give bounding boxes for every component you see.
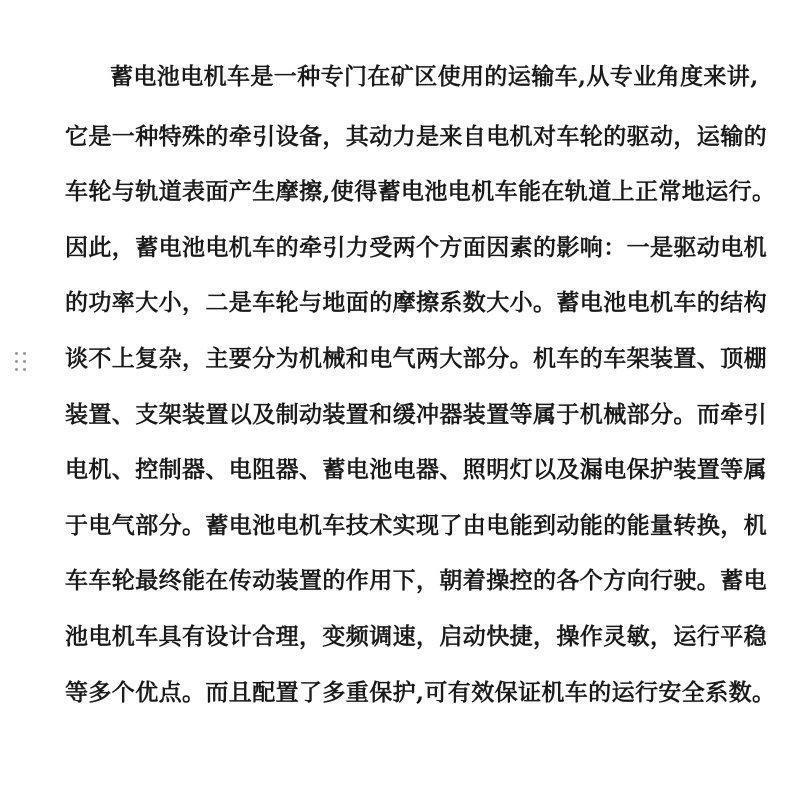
paragraph-line: 等多个优点。而且配置了多重保护,可有效保证机车的运行安全系数。 xyxy=(65,679,776,706)
paragraph-line: 蓄电池电机车是一种专门在矿区使用的运输车,从专业角度来讲, xyxy=(110,63,759,90)
paragraph-line: 车轮与轨道表面产生摩擦,使得蓄电池电机车能在轨道上正常地运行。 xyxy=(65,178,776,205)
paragraph-line: 车车轮最终能在传动装置的作用下，朝着操控的各个方向行驶。蓄电 xyxy=(65,567,767,594)
paragraph-line: 于电气部分。蓄电池电机车技术实现了由电能到动能的能量转换，机 xyxy=(65,512,767,539)
paragraph-line: 池电机车具有设计合理，变频调速，启动快捷，操作灵敏，运行平稳 xyxy=(65,623,767,650)
paragraph-line: 因此，蓄电池电机车的牵引力受两个方面因素的影响：一是驱动电机 xyxy=(65,234,767,261)
paragraph-line: 的功率大小，二是车轮与地面的摩擦系数大小。蓄电池电机车的结构 xyxy=(65,289,767,316)
paragraph-line: 谈不上复杂，主要分为机械和电气两大部分。机车的车架装置、顶棚 xyxy=(65,345,767,372)
paragraph-line: 电机、控制器、电阻器、蓄电池电器、照明灯以及漏电保护装置等属 xyxy=(65,456,767,483)
drag-handle-icon[interactable] xyxy=(15,352,27,372)
paragraph-line: 装置、支架装置以及制动装置和缓冲器装置等属于机械部分。而牵引 xyxy=(65,401,767,428)
paragraph-line: 它是一种特殊的牵引设备，其动力是来自电机对车轮的驱动，运输的 xyxy=(65,123,767,150)
